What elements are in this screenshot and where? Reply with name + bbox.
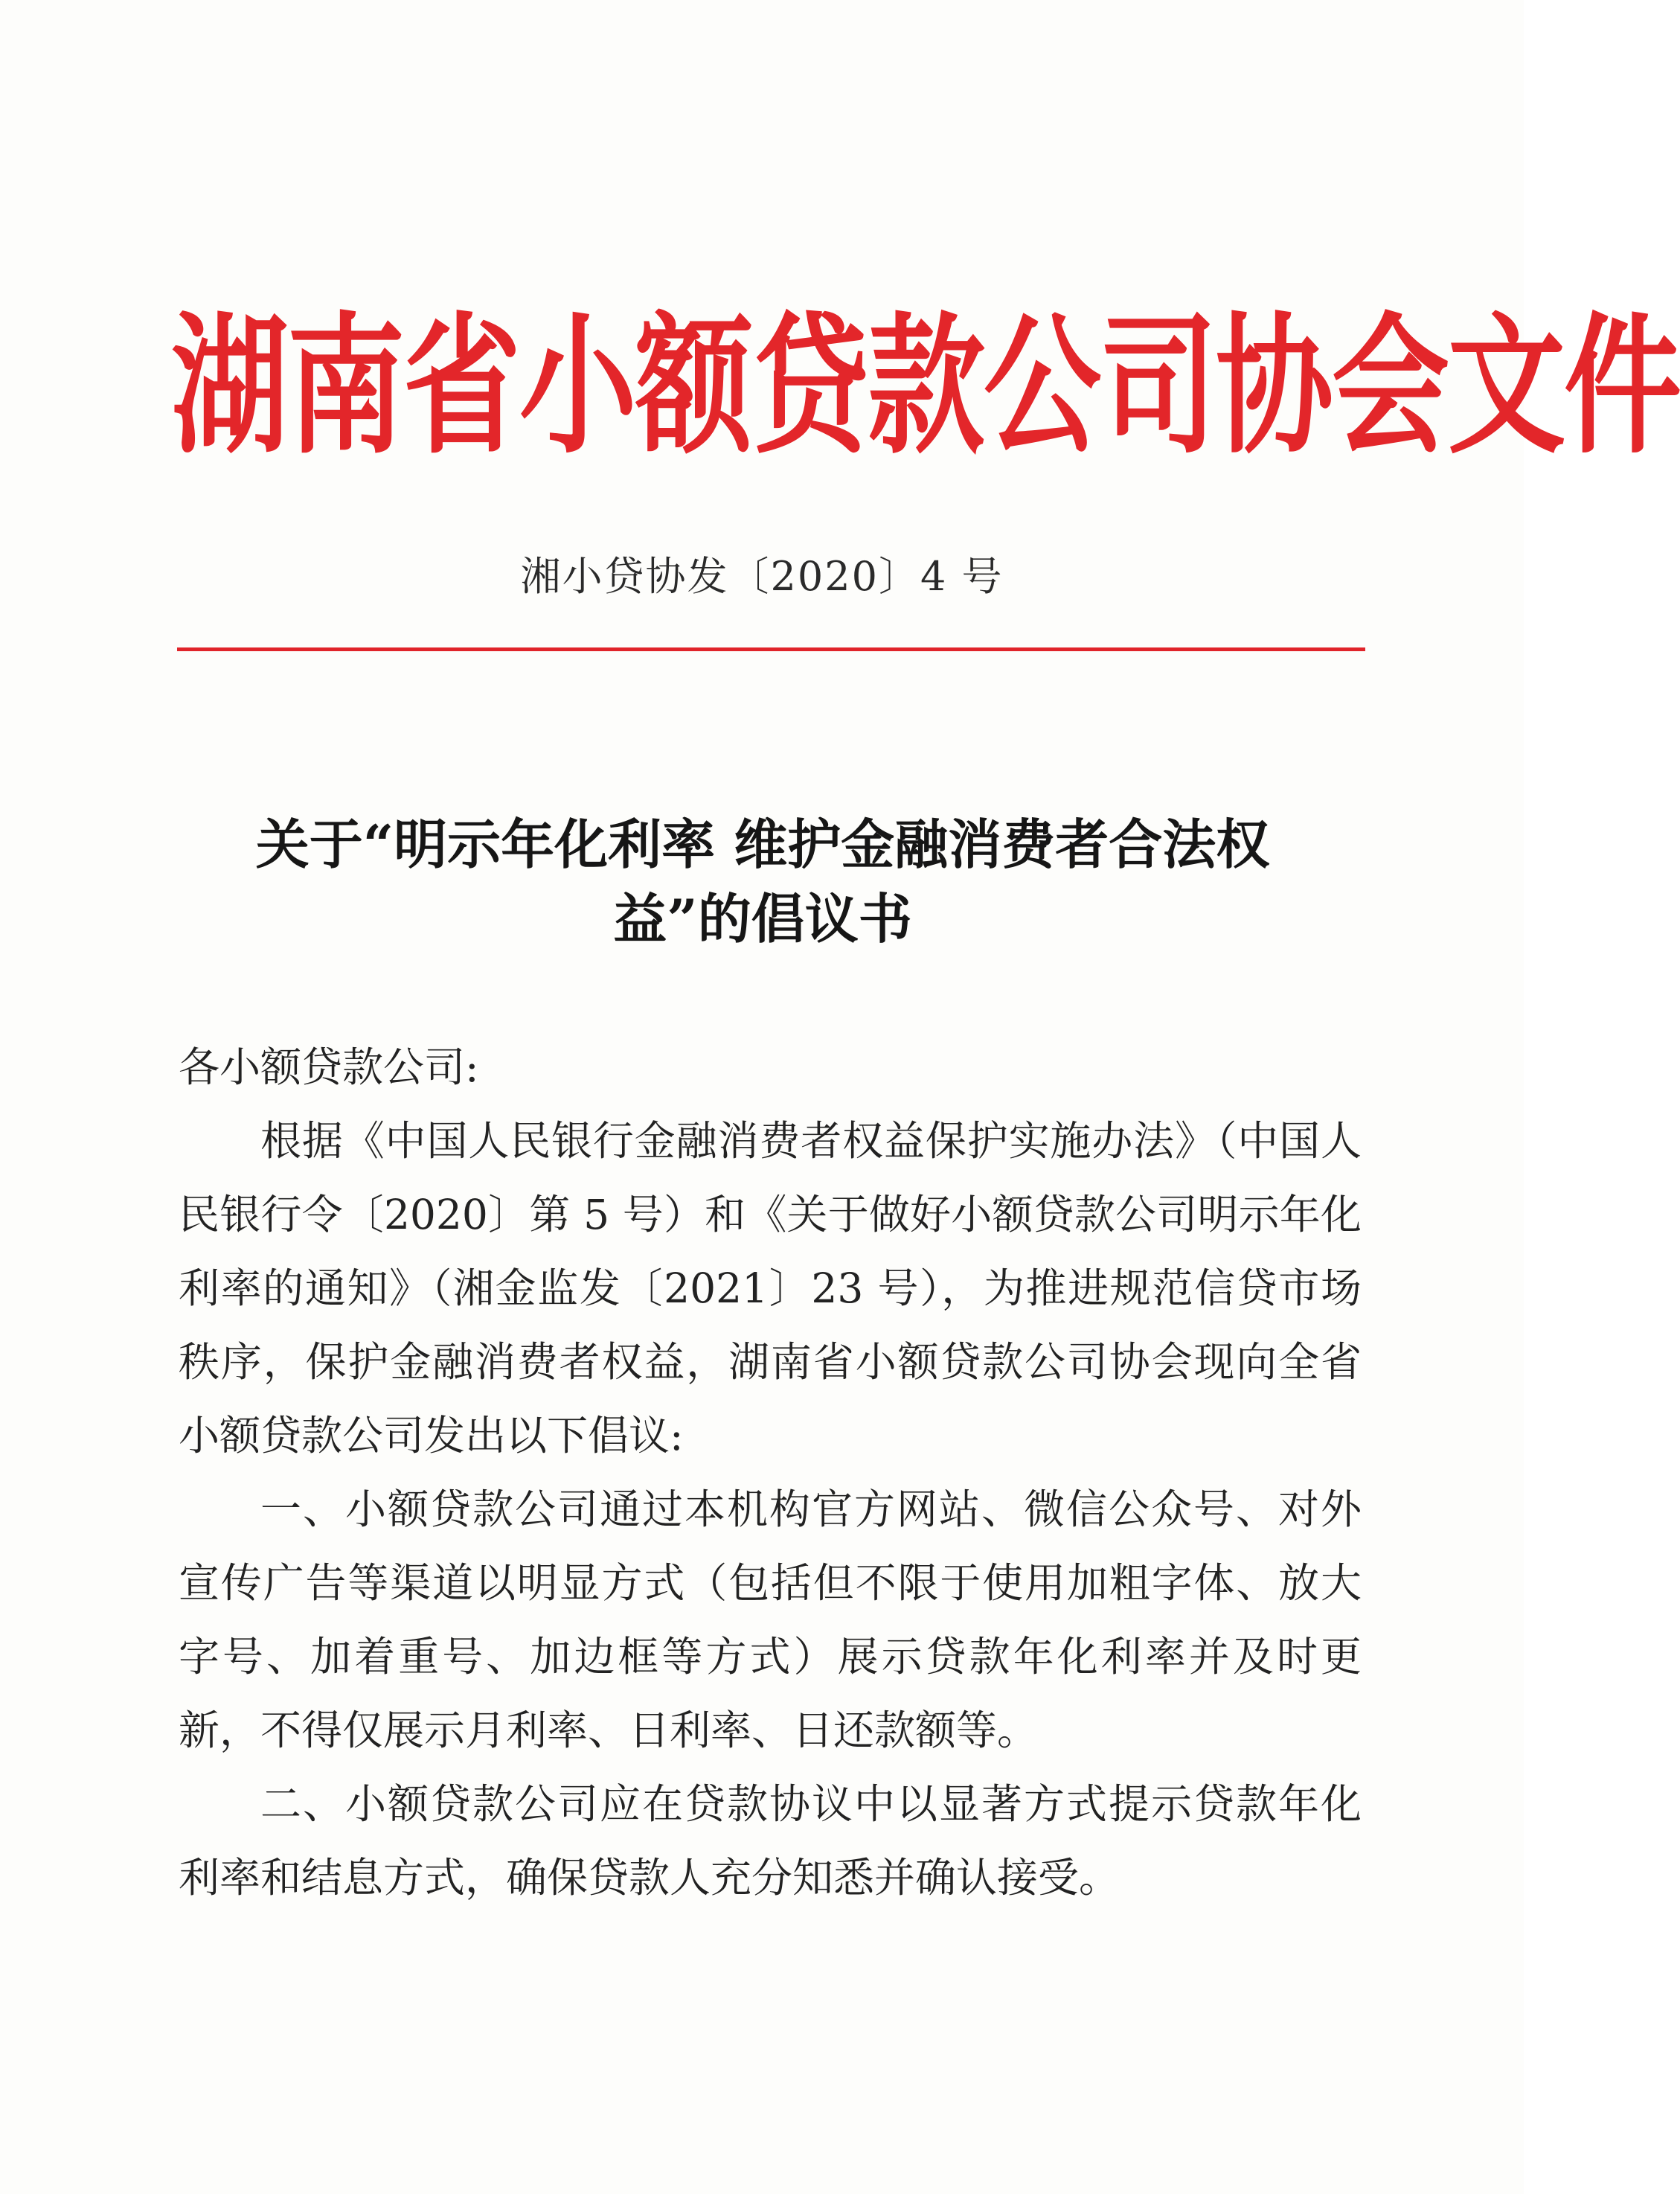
title-line-2: 益”的倡议书 xyxy=(613,887,912,950)
document-number: 湘小贷协发〔2020〕4 号 xyxy=(520,553,1004,600)
document-masthead: 湖南省小额贷款公司协会文件 xyxy=(171,299,1680,475)
red-divider-line xyxy=(177,647,1365,651)
paragraph-item-1: 一、小额贷款公司通过本机构官方网站、微信公众号、对外宣传广告等渠道以明显方式（包括但不限于使用加粗字体、放大字号、加着重号、加边框等方式）展示贷款年化利率并及时更新，不得仅展示月利率、日利率、日还款额等。 xyxy=(179,1485,1362,1754)
paragraph-item-2: 二、小额贷款公司应在贷款协议中以显著方式提示贷款年化利率和结息方式，确保贷款人充分知悉并确认接受。 xyxy=(179,1780,1362,1902)
salutation: 各小额贷款公司: xyxy=(179,1043,479,1091)
title-line-1: 关于“明示年化利率 维护金融消费者合法权 xyxy=(255,813,1270,876)
paragraph-intro: 根据《中国人民银行金融消费者权益保护实施办法》（中国人民银行令〔2020〕第 5 号）和《关于做好小额贷款公司明示年化利率的通知》（湘金监发〔2021〕23 号），为推进规范信贷市场秩序，保护金融消费者权益，湖南省小额贷款公司协会现向全省小额贷款公司发出以下倡议: xyxy=(179,1117,1362,1459)
document-title xyxy=(167,807,1358,956)
document-body xyxy=(179,1031,1362,1915)
